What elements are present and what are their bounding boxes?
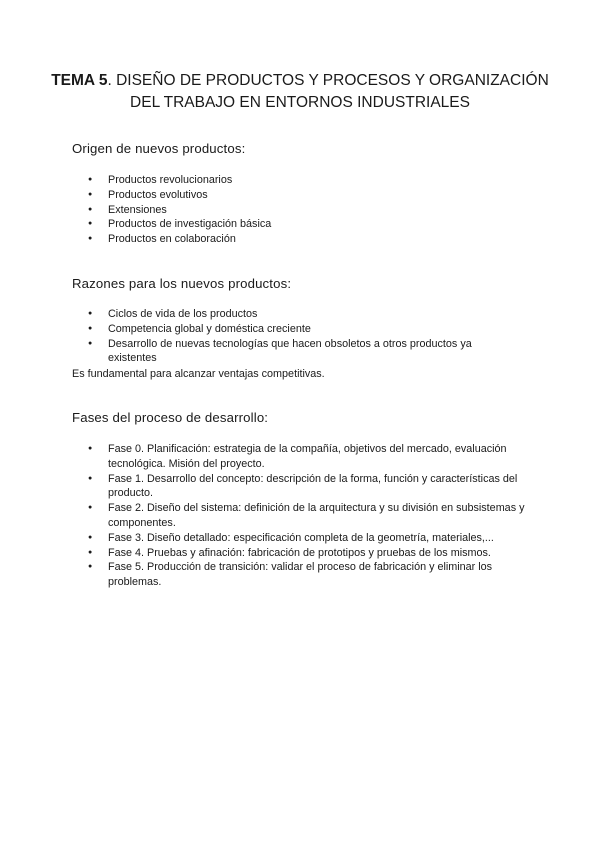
list-item: ● Fase 2. Diseño del sistema: definición de la arquitectura y su división en subsistemas y componentes. bbox=[72, 501, 542, 531]
title-text: . DISEÑO DE PRODUCTOS Y PROCESOS Y ORGANIZACIÓN DEL TRABAJO EN ENTORNOS INDUSTRIALES bbox=[107, 72, 549, 111]
bullet-list-fases bbox=[72, 442, 542, 590]
list-item: ● Extensiones bbox=[72, 203, 542, 218]
list-item: ● Fase 0. Planificación: estrategia de la compañía, objetivos del mercado, evaluación tecnológica. Misión del proyecto. bbox=[72, 442, 542, 472]
list-item: ● Fase 3. Diseño detallado: especificación completa de la geometría, materiales,... bbox=[72, 531, 542, 546]
title-topic-number: TEMA 5 bbox=[51, 72, 108, 89]
list-item: ● Ciclos de vida de los productos bbox=[72, 307, 542, 322]
page-title bbox=[40, 70, 560, 114]
list-item: ● Productos evolutivos bbox=[72, 188, 542, 203]
section-heading-origen: Origen de nuevos productos: bbox=[72, 141, 246, 156]
list-item: ● Fase 1. Desarrollo del concepto: descripción de la forma, función y características del producto. bbox=[72, 472, 542, 502]
bullet-list-origen bbox=[72, 173, 542, 247]
list-item: ● Fase 5. Producción de transición: validar el proceso de fabricación y eliminar los problemas. bbox=[72, 560, 542, 590]
list-item: ● Productos revolucionarios bbox=[72, 173, 542, 188]
list-item: ● Productos de investigación básica bbox=[72, 217, 542, 232]
list-item: ● Desarrollo de nuevas tecnologías que hacen obsoletos a otros productos ya existentes bbox=[72, 337, 542, 367]
list-item: ● Productos en colaboración bbox=[72, 232, 542, 247]
note-text: Es fundamental para alcanzar ventajas competitivas. bbox=[72, 368, 325, 380]
section-heading-razones: Razones para los nuevos productos: bbox=[72, 276, 292, 291]
bullet-list-razones bbox=[72, 307, 542, 366]
section-heading-fases: Fases del proceso de desarrollo: bbox=[72, 410, 269, 425]
list-item: ● Competencia global y doméstica creciente bbox=[72, 322, 542, 337]
list-item: ● Fase 4. Pruebas y afinación: fabricación de prototipos y pruebas de los mismos. bbox=[72, 546, 542, 561]
